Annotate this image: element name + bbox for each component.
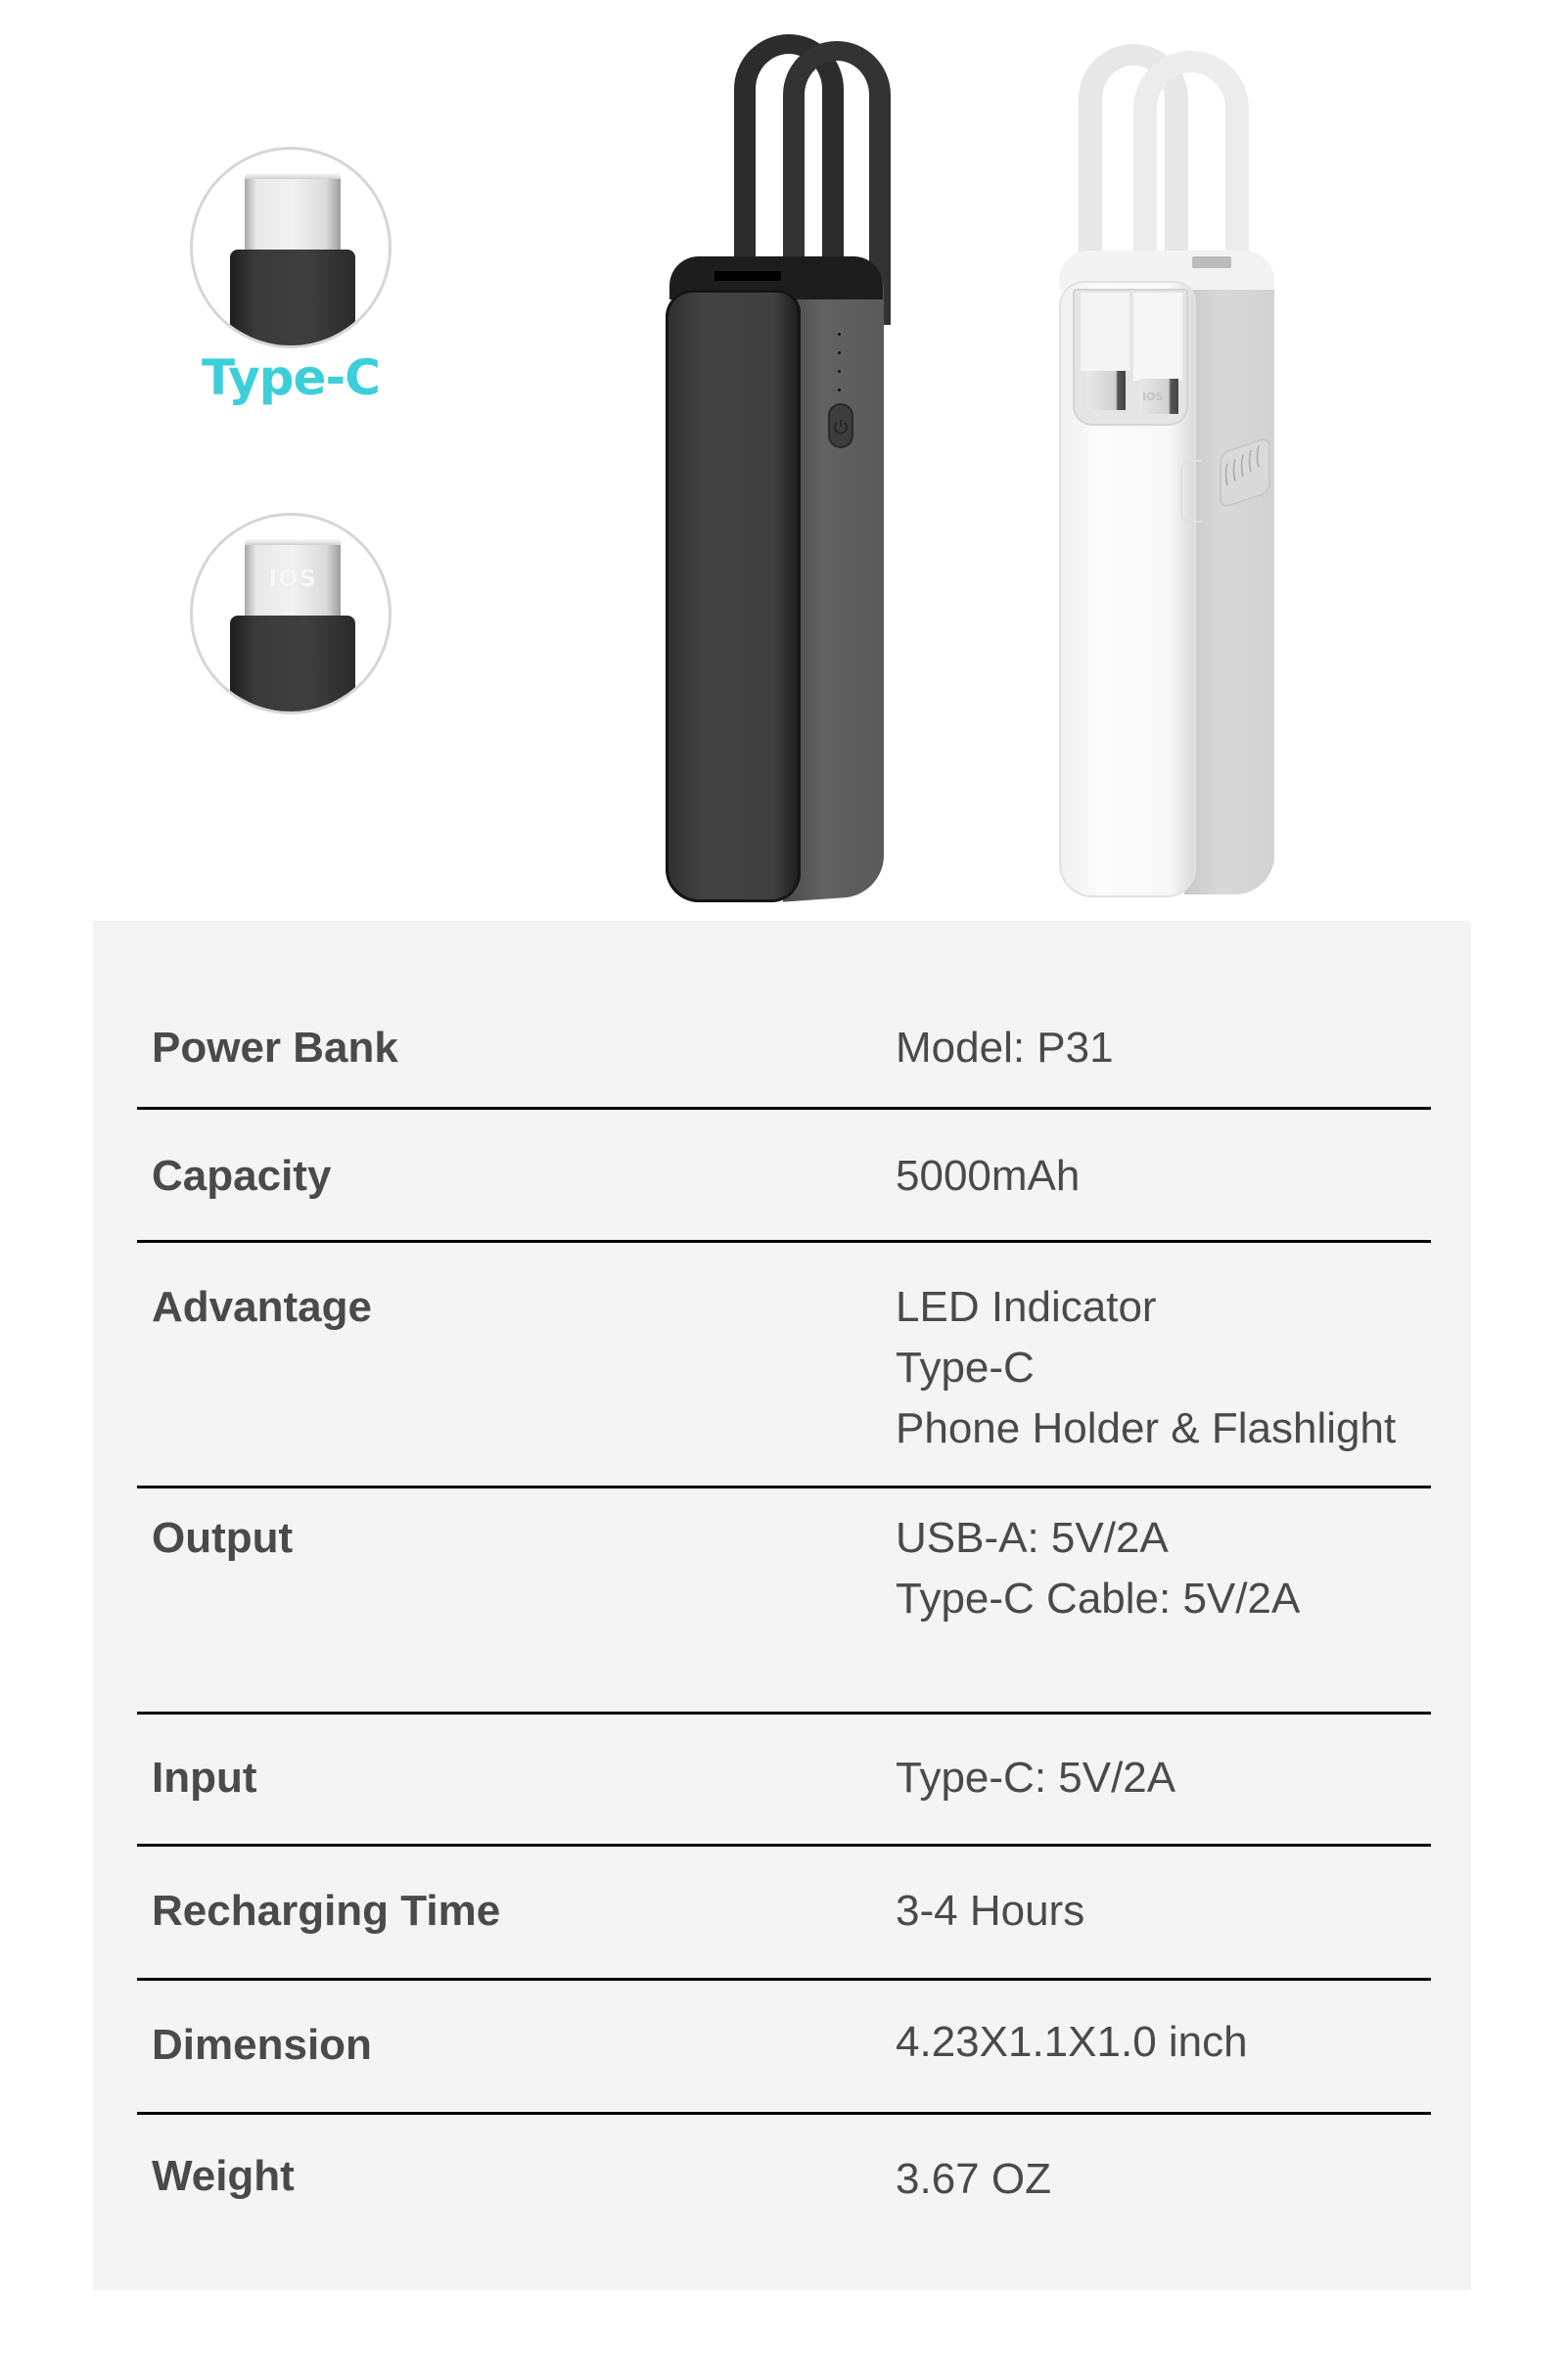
row-divider [137, 1712, 1431, 1715]
spec-label: Capacity [152, 1152, 332, 1200]
spec-value: 3-4 Hours [896, 1887, 1085, 1935]
cable-head [1081, 293, 1129, 371]
usb-port [714, 271, 781, 281]
led-indicator-dot [838, 333, 841, 336]
connector-boot [230, 616, 355, 714]
ios-mark: IOS [268, 565, 317, 592]
ios-connector-badge [190, 513, 392, 714]
led-indicator-dot [838, 389, 841, 391]
spec-value: 4.23X1.1X1.0 inch [896, 2018, 1248, 2066]
type-c-connector-badge [190, 147, 392, 348]
black-bank-front [666, 290, 801, 902]
spec-value: Model: P31 [896, 1024, 1114, 1072]
row-divider [137, 1107, 1431, 1110]
white-bank-side [1184, 256, 1274, 894]
spec-label: Input [152, 1754, 257, 1802]
type-c-plug-icon [245, 173, 341, 261]
row-divider [137, 1486, 1431, 1488]
spec-value: Type-C: 5V/2A [896, 1754, 1176, 1802]
row-divider [137, 1978, 1431, 1981]
row-divider [137, 1240, 1431, 1243]
spec-value: 3.67 OZ [896, 2155, 1051, 2203]
spec-label: Output [152, 1514, 294, 1562]
cable-head [1133, 293, 1182, 381]
spec-label: Dimension [152, 2021, 372, 2069]
led-indicator-dot [838, 370, 841, 373]
spec-value-list: USB-A: 5V/2A Type-C Cable: 5V/2A [896, 1514, 1301, 1623]
power-button-icon [828, 403, 853, 448]
spec-value-list: LED Indicator Type-C Phone Holder & Flashlight [896, 1283, 1397, 1452]
row-divider [137, 2112, 1431, 2115]
connector-boot [230, 250, 355, 348]
spec-label: Advantage [152, 1283, 372, 1331]
white-power-bank-image [1037, 29, 1312, 910]
type-c-plug-icon [1086, 371, 1126, 410]
row-divider [137, 1844, 1431, 1847]
type-c-label: Type-C [202, 349, 380, 406]
black-power-bank-image [646, 29, 900, 910]
spec-label: Power Bank [152, 1024, 398, 1072]
spec-value: 5000mAh [896, 1152, 1081, 1200]
spec-label: Weight [152, 2152, 295, 2200]
slider-notch [1180, 460, 1202, 523]
ios-mark: IOS [1142, 390, 1164, 403]
ios-plug-icon [245, 539, 341, 627]
ios-plug-icon [1139, 379, 1178, 414]
spec-label: Recharging Time [152, 1887, 501, 1935]
usb-port [1192, 256, 1231, 268]
led-indicator-dot [838, 351, 841, 354]
cable-storage-slot [1073, 289, 1188, 426]
